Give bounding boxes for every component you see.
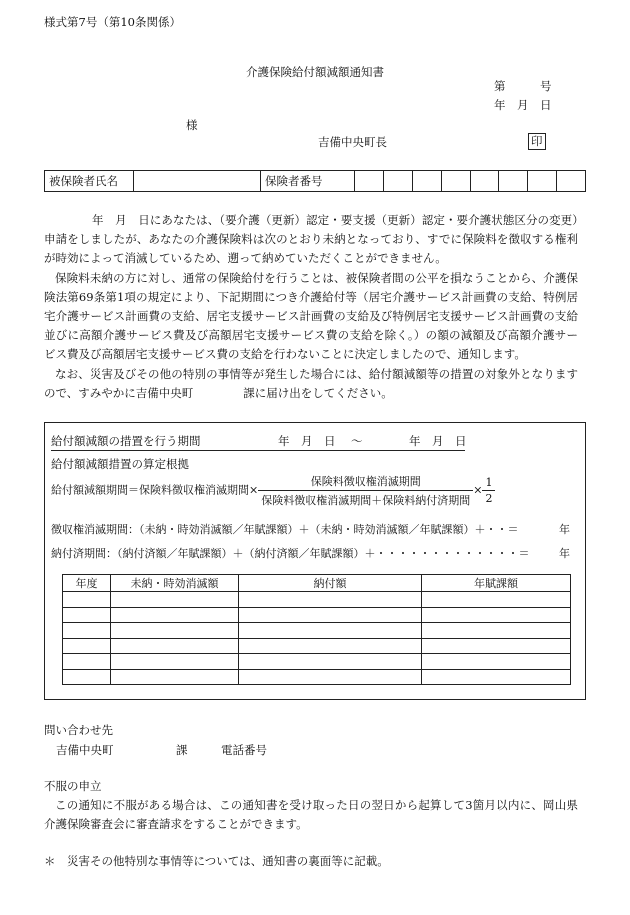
formula-numerator: 保険料徴収権消滅期間 bbox=[258, 473, 473, 491]
table-cell[interactable] bbox=[111, 654, 239, 670]
basis-label: 給付額減額措置の算定根拠 bbox=[51, 457, 189, 471]
table-row bbox=[63, 638, 571, 654]
insurer-number-label: 保険者番号 bbox=[261, 171, 355, 192]
table-cell[interactable] bbox=[239, 654, 422, 670]
table-cell[interactable] bbox=[63, 654, 111, 670]
insurer-number-box[interactable] bbox=[355, 171, 384, 192]
period-sep: ～ bbox=[351, 434, 363, 448]
insurer-number-box[interactable] bbox=[528, 171, 557, 192]
year-table bbox=[62, 574, 571, 685]
table-cell[interactable] bbox=[422, 669, 571, 685]
objection-text: この通知に不服がある場合は、この通知書を受け取った日の翌日から起算して3箇月以内に、岡山県介護保険審査会に審査請求をすることができます。 bbox=[44, 798, 578, 832]
table-cell[interactable] bbox=[239, 607, 422, 623]
table-cell[interactable] bbox=[422, 654, 571, 670]
issuer-name: 吉備中央町長 bbox=[318, 135, 387, 149]
insured-name-label: 被保険者氏名 bbox=[45, 171, 134, 192]
table-cell[interactable] bbox=[111, 638, 239, 654]
insurer-number-box[interactable] bbox=[383, 171, 412, 192]
body-paragraph-2: 保険料未納の方に対し、通常の保険給付を行うことは、被保険者間の公平を損なうことから、介護保険法第69条第1項の規定により、下記期間につき介護給付等（居宅介護サービス計画費の支給、特例居宅介護サービス計画費の支給、居宅支援サービス計画費の支給及び特例居宅支援サービス計画費の支給並びに高額介護サービス費及び高額居宅支援サービス費の支給を除く。）の額の減額及び高額介護サービス費及び高額居宅支援サービス費の支給を行わないことに決定しましたので、通知します。 bbox=[44, 270, 578, 362]
formula-denominator: 保険料徴収権消滅期間＋保険料納付済期間 bbox=[261, 494, 471, 507]
period-to: 年 月 日 bbox=[409, 434, 467, 448]
insurer-number-box[interactable] bbox=[557, 171, 586, 192]
year-table-header bbox=[63, 575, 571, 592]
table-cell[interactable] bbox=[63, 592, 111, 608]
table-cell[interactable] bbox=[63, 607, 111, 623]
table-row bbox=[63, 607, 571, 623]
table-cell[interactable] bbox=[422, 592, 571, 608]
column-header: 年度 bbox=[63, 575, 111, 592]
collection-period-unit: 年 bbox=[559, 523, 570, 536]
table-cell[interactable] bbox=[239, 638, 422, 654]
body-paragraph-1: 年 月 日にあなたは、（要介護（更新）認定・要支援（更新）認定・要介護状態区分の変更）申請をしましたが、あなたの介護保険料は次のとおり未納となっており、すでに保険料を徴収する権利が時効によって消滅しているため、遡って納めていただくことができません。 bbox=[44, 213, 578, 266]
objection-label: 不服の申立 bbox=[44, 779, 102, 793]
seal-mark-wrap bbox=[528, 133, 546, 150]
table-cell[interactable] bbox=[111, 592, 239, 608]
contact-town: 吉備中央町 bbox=[56, 743, 114, 757]
table-cell[interactable] bbox=[63, 623, 111, 639]
column-header: 未納・時効消滅額 bbox=[111, 575, 239, 592]
collection-period-line: 徴収権消滅期間：（未納・時効消滅額／年賦課額）＋（未納・時効消滅額／年賦課額）＋・・＝ bbox=[51, 523, 519, 536]
table-cell[interactable] bbox=[63, 638, 111, 654]
insured-name-field[interactable] bbox=[134, 171, 261, 192]
formula bbox=[51, 473, 495, 508]
insurer-number-box[interactable] bbox=[412, 171, 441, 192]
addressee-suffix: 様 bbox=[186, 118, 198, 132]
form-id: 様式第7号（第10条関係） bbox=[44, 15, 181, 29]
period-from: 年 月 日 bbox=[278, 434, 336, 448]
formula-half-den: 2 bbox=[485, 492, 493, 505]
body-paragraph-3a: なお、災害及びその他の特別の事情等が発生した場合には、給付額減額等の措置の対象外となりますので、すみやかに吉備中央町 bbox=[44, 366, 578, 400]
column-header: 年賦課額 bbox=[422, 575, 571, 592]
period-label: 給付額減額の措置を行う期間 bbox=[51, 434, 201, 448]
paid-period-line: 納付済期間：（納付済額／年賦課額）＋（納付済額／年賦課額）＋・・・・・・・・・・・・・＝ bbox=[51, 547, 530, 560]
formula-half-num: 1 bbox=[482, 476, 495, 491]
contact-ka: 課 bbox=[176, 743, 188, 757]
body-paragraph-3b: 課に届け出をしてください。 bbox=[243, 385, 393, 400]
formula-half bbox=[482, 476, 495, 505]
table-cell[interactable] bbox=[239, 623, 422, 639]
formula-times: × bbox=[473, 483, 483, 497]
period-row bbox=[51, 433, 465, 451]
document-title: 介護保険給付額減額通知書 bbox=[246, 65, 384, 79]
table-row bbox=[63, 654, 571, 670]
footnote: ＊ 災害その他特別な事情等については、通知書の裏面等に記載。 bbox=[44, 854, 389, 868]
contact-label: 問い合わせ先 bbox=[44, 723, 113, 737]
calculation-box bbox=[44, 422, 586, 700]
table-row bbox=[63, 623, 571, 639]
table-cell[interactable] bbox=[422, 607, 571, 623]
seal-mark: 印 bbox=[528, 133, 546, 150]
paid-period-unit: 年 bbox=[559, 547, 570, 560]
table-cell[interactable] bbox=[63, 669, 111, 685]
table-row bbox=[63, 669, 571, 685]
column-header: 納付額 bbox=[239, 575, 422, 592]
notice-body bbox=[44, 211, 578, 403]
table-row bbox=[45, 171, 586, 192]
table-cell[interactable] bbox=[239, 669, 422, 685]
insurer-number-box[interactable] bbox=[470, 171, 499, 192]
table-cell[interactable] bbox=[111, 607, 239, 623]
table-cell[interactable] bbox=[239, 592, 422, 608]
contact-phone-label: 電話番号 bbox=[221, 743, 267, 757]
formula-fraction bbox=[258, 473, 473, 508]
insured-info-table bbox=[44, 170, 586, 192]
insurer-number-box[interactable] bbox=[441, 171, 470, 192]
table-row bbox=[63, 592, 571, 608]
table-cell[interactable] bbox=[111, 623, 239, 639]
document-date: 年 月 日 bbox=[494, 98, 552, 112]
table-cell[interactable] bbox=[111, 669, 239, 685]
table-cell[interactable] bbox=[422, 623, 571, 639]
table-cell[interactable] bbox=[422, 638, 571, 654]
formula-lhs: 給付額減額期間＝保険料徴収権消滅期間× bbox=[51, 483, 259, 497]
document-number-label: 第 号 bbox=[494, 79, 552, 93]
insurer-number-box[interactable] bbox=[499, 171, 528, 192]
body-paragraph-3 bbox=[44, 365, 578, 403]
